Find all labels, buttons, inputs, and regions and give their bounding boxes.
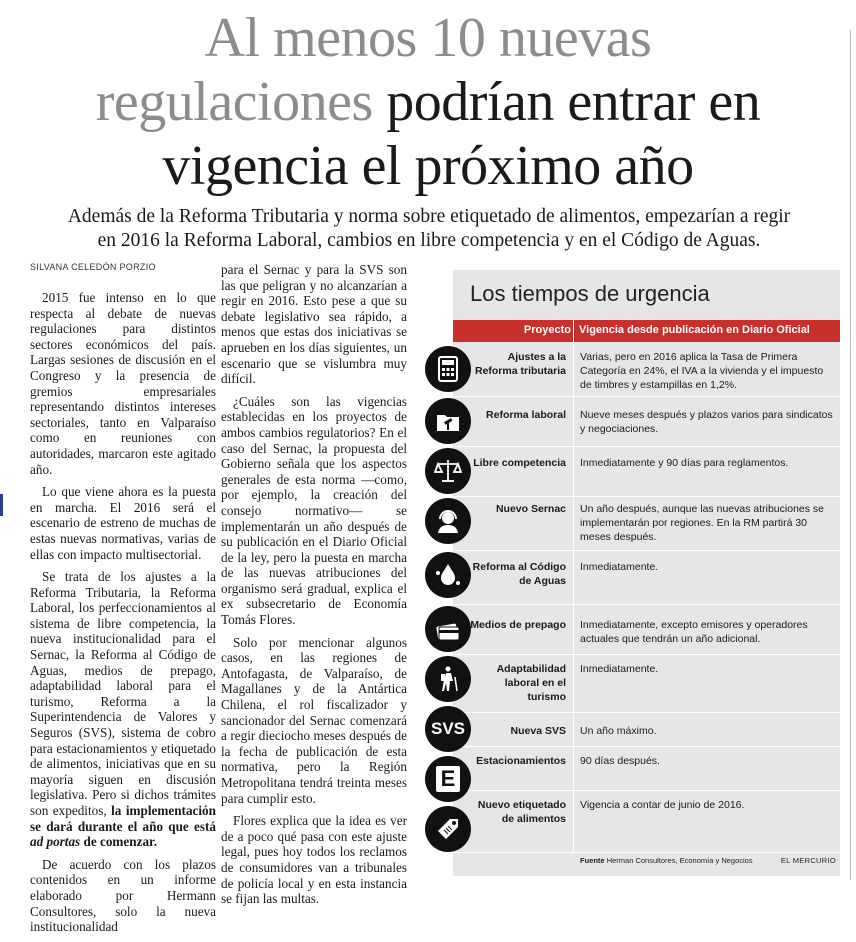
subheadline: Además de la Reforma Tributaria y norma sobre etiquetado de alimentos, empezarían a regir en 2016 la Reforma Laboral, cambios en libre competencia y en el Código de Aguas. [67, 206, 791, 251]
headline-line-2: regulaciones podrían entrar en [95, 71, 761, 133]
row-desc: Vigencia a contar de junio de 2016. [580, 799, 745, 811]
source-footer: Fuente Herman Consultores, Economía y Negocios EL MERCURIO [580, 856, 836, 865]
column-rule [850, 30, 851, 880]
scales-icon [425, 448, 471, 494]
paragraph: Solo por mencionar algunos casos, en las regiones de Antofagasta, de Valparaíso, de Magallanes y de la Antártica Chilena, el rol fiscalizador y sancionador del Sernac comenzará a regir dieciocho meses después de la fecha de publicación de esta normativa, pero la Región Metropolitana tendrá treinta meses para cumplir esto. [221, 634, 407, 806]
row-desc: Inmediatamente, excepto emisores y operadores actuales que tendrán un año adicional. [580, 619, 808, 645]
header-vigencia: Vigencia desde publicación en Diario Oficial [579, 324, 810, 336]
svs-icon: SVS [425, 706, 471, 752]
row-divider [453, 396, 840, 397]
row-desc: Varias, pero en 2016 aplica la Tasa de Primera Categoría en 24%, el IVA a la vivienda y el impuesto de timbres y estampillas en 1,2%. [580, 351, 824, 391]
row-divider [453, 712, 840, 713]
paragraph: ¿Cuáles son las vigencias establecidas en los proyectos de ambos cambios regulatorios? En el caso del Sernac, la propuesta del Gobierno señala que los aspectos generales de esta norma —como, por ejemplo, la creación del consejo normativo— se implementarán un año después de su publicación en el Diario Oficial de la ley, pero la puesta en marcha de las nuevas atribuciones del organismo será gradual, explica el ex subsecretario de Economía Tomás Flores. [221, 393, 407, 628]
row-divider [453, 852, 840, 853]
paragraph: Se trata de los ajustes a la Reforma Tributaria, la Reforma Laboral, los perfeccionamientos al sistema de libre competencia, la nueva institucionalidad para el Sernac, la Reforma al Código de Aguas, medios de prepago, adaptabilidad laboral para el turismo, Reforma a la Superintendencia de Valores y Seguros (SVS), sistema de cobro para estacionamientos y etiquetado de alimentos, iniciativas que en su mayoría siguen en discusión legislativa. Pero si dichos trámites son expeditos, la implementación se dará durante el año que está ad portas de comenzar. [30, 569, 216, 850]
row-desc: Nueve meses después y plazos varios para sindicatos y negociaciones. [580, 409, 833, 435]
row-divider [453, 496, 840, 497]
headline [0, 6, 856, 198]
paragraph: De acuerdo con los plazos contenidos en un informe elaborado por Hermann Consultores, solo la nueva institucionalidad [30, 856, 216, 935]
row-divider [453, 654, 840, 655]
row-divider [453, 550, 840, 551]
row-desc: Inmediatamente. [580, 561, 659, 573]
row-label: Reforma al Código de Aguas [472, 561, 566, 587]
calculator-icon [425, 346, 471, 392]
table-divider [573, 342, 574, 852]
article-column-1 [30, 290, 216, 942]
row-label: Nuevo Sernac [495, 503, 566, 515]
publication-brand: EL MERCURIO [780, 856, 836, 865]
row-divider [453, 746, 840, 747]
article-column-2 [221, 262, 407, 914]
label-tag-icon [425, 806, 471, 852]
gavel-folder-icon [425, 398, 471, 444]
paragraph: Lo que viene ahora es la puesta en marcha. El 2016 será el escenario de estreno de muchas de estas nuevas normativas, varias de ellas con impacto multisectorial. [30, 484, 216, 562]
paragraph: 2015 fue intenso en lo que respecta al debate de nuevas regulaciones para distintos sectores económicos del país. Largas sesiones de discusión en el Congreso y la presencia de gremios empresariales representando distintos intereses sectoriales, tanto en Valparaíso como en reuniones con autoridades, marcaron este agitado año. [30, 290, 216, 477]
paragraph: para el Sernac y para la SVS son las que peligran y no alcanzarían a regir en 2016. Esto pese a que su debate legislativo sea rápido, a menos que estas dos iniciativas se aprueben en los días siguientes, un escenario que se vislumbra muy difícil. [221, 262, 407, 387]
table-header [453, 320, 840, 342]
row-label: Libre competencia [473, 457, 566, 469]
water-drop-icon [425, 552, 471, 598]
row-label: Reforma laboral [486, 409, 566, 421]
byline: SILVANA CELEDÓN PORZIO [30, 262, 156, 272]
row-desc: Inmediatamente y 90 días para reglamentos. [580, 457, 789, 469]
infobox-title: Los tiempos de urgencia [470, 281, 710, 306]
row-label: Estacionamientos [476, 755, 566, 767]
row-desc: Inmediatamente. [580, 663, 659, 675]
row-divider [453, 446, 840, 447]
row-divider [453, 604, 840, 605]
paragraph: Flores explica que la idea es ver de a poco qué pasa con este ajuste legal, pues hoy todos los reclamos de consumidores van a tribunales de policía local y en esta instancia se fijan las multas. [221, 813, 407, 907]
row-label: Nueva SVS [510, 725, 566, 737]
row-desc: 90 días después. [580, 755, 660, 767]
payment-cards-icon [425, 606, 471, 652]
row-label: Medios de prepago [470, 619, 566, 631]
row-desc: Un año después, aunque las nuevas atribuciones se implementarán por regiones. En la RM partirá 30 meses después. [580, 503, 825, 543]
row-divider [453, 790, 840, 791]
hiker-icon [425, 656, 471, 702]
parking-icon: E [425, 756, 471, 802]
headline-line-3: vigencia el próximo año [162, 135, 694, 197]
edge-marker [0, 494, 3, 516]
operator-icon [425, 498, 471, 544]
row-label: Nuevo etiquetado de alimentos [477, 799, 566, 825]
row-label: Adaptabilidad laboral en el turismo [496, 663, 566, 703]
header-project: Proyecto [523, 324, 571, 336]
headline-line-1: Al menos 10 nuevas [204, 7, 652, 69]
row-desc: Un año máximo. [580, 725, 657, 737]
row-label: Ajustes a la Reforma tributaria [474, 351, 566, 377]
